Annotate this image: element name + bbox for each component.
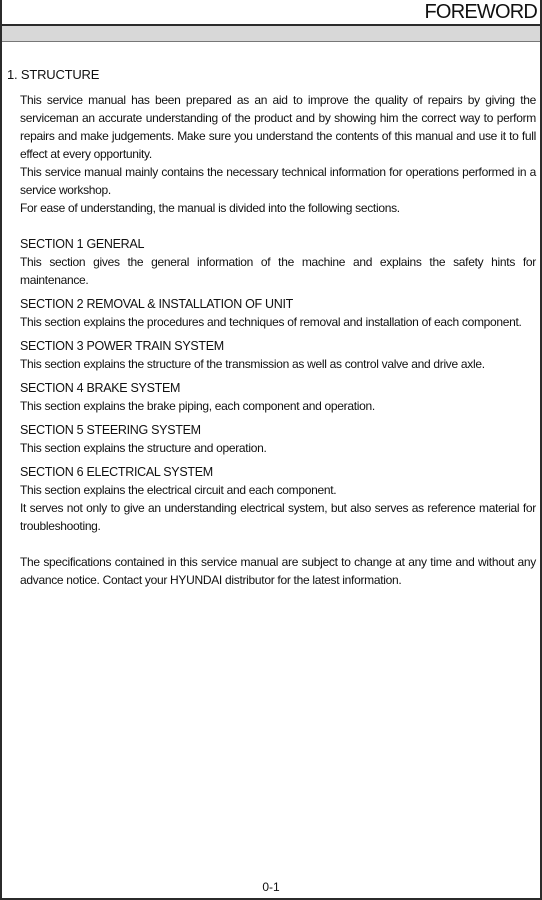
section-description: It serves not only to give an understanding electrical system, but also serves as reference material for troubleshooting. (20, 501, 536, 533)
structure-body (20, 91, 536, 589)
section-entry (20, 379, 536, 415)
section-entry (20, 295, 536, 331)
section-description: This section explains the electrical circuit and each component. (20, 483, 337, 497)
section-title: SECTION 5 STEERING SYSTEM (20, 423, 201, 437)
structure-heading: 1. STRUCTURE (7, 67, 100, 82)
section-entry (20, 235, 536, 289)
intro-paragraph: For ease of understanding, the manual is divided into the following sections. (20, 201, 400, 215)
page-header-title: FOREWORD (424, 1, 537, 23)
section-description: This section explains the procedures and techniques of removal and installation of each component. (20, 315, 522, 329)
intro-paragraph: This service manual mainly contains the necessary technical information for operations performed in a service workshop. (20, 165, 536, 197)
main-content (2, 67, 540, 589)
section-entry (20, 421, 536, 457)
section-description: This section explains the brake piping, each component and operation. (20, 399, 375, 413)
section-description: This section explains the structure of the transmission as well as control valve and drive axle. (20, 357, 485, 371)
section-title: SECTION 3 POWER TRAIN SYSTEM (20, 339, 224, 353)
section-title: SECTION 1 GENERAL (20, 237, 145, 251)
section-title: SECTION 6 ELECTRICAL SYSTEM (20, 465, 213, 479)
section-title: SECTION 4 BRAKE SYSTEM (20, 381, 181, 395)
closing-paragraph: The specifications contained in this service manual are subject to change at any time and without any advance notice. Contact your HYUNDAI distributor for the latest information. (20, 555, 536, 587)
intro-paragraph: This service manual has been prepared as an aid to improve the quality of repairs by giving the serviceman an accurate understanding of the product and by showing him the correct way to perform repairs and make judgements. Make sure you understand the contents of this manual and use it to full effect at every opportunity. (20, 93, 536, 161)
section-description: This section gives the general information of the machine and explains the safety hints for maintenance. (20, 255, 536, 287)
section-entry (20, 463, 536, 535)
page-number: 0-1 (262, 880, 280, 894)
section-entry (20, 337, 536, 373)
section-title: SECTION 2 REMOVAL & INSTALLATION OF UNIT (20, 297, 293, 311)
header-rule-bar (2, 24, 540, 42)
section-description: This section explains the structure and operation. (20, 441, 267, 455)
